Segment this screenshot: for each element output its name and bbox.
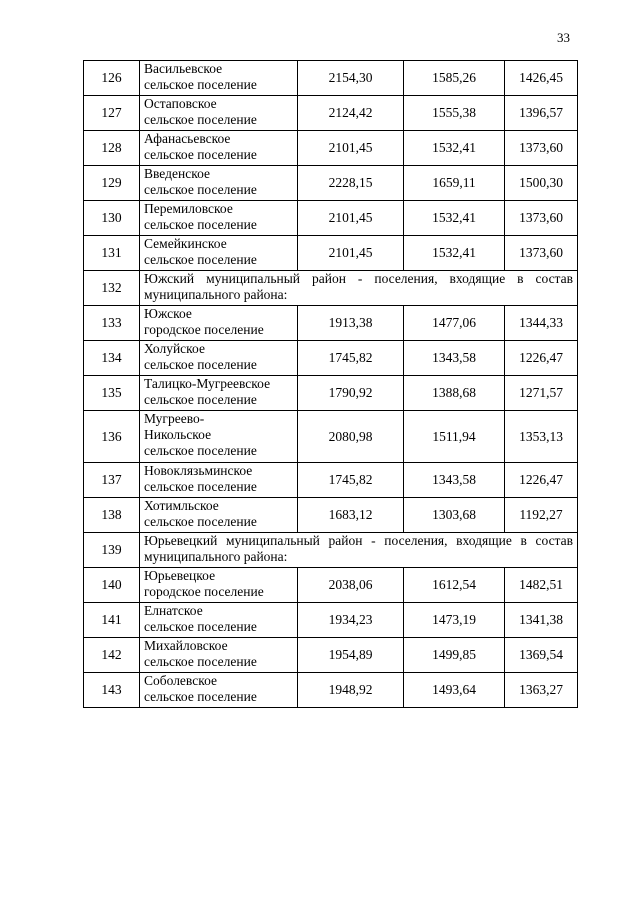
- settlement-name-line: Афанасьевское: [144, 131, 231, 146]
- settlement-name-cell: [140, 131, 298, 166]
- row-number-cell: 129: [84, 166, 140, 201]
- row-number-cell: 127: [84, 96, 140, 131]
- value-cell-2: 1585,26: [404, 61, 505, 96]
- value-cell-3: 1500,30: [505, 166, 578, 201]
- settlement-name-line: сельское поселение: [144, 112, 257, 127]
- value-cell-2: 1499,85: [404, 638, 505, 673]
- table-row: [84, 568, 578, 603]
- value-cell-2: 1659,11: [404, 166, 505, 201]
- value-cell-1: 2228,15: [298, 166, 404, 201]
- settlement-name-line: сельское поселение: [144, 479, 257, 494]
- value-cell-2: 1388,68: [404, 376, 505, 411]
- settlement-name-line: сельское поселение: [144, 654, 257, 669]
- settlement-name-line: Никольское: [144, 427, 212, 442]
- value-cell-3: 1226,47: [505, 463, 578, 498]
- settlement-name-line: Семейкинское: [144, 236, 227, 251]
- settlement-name-line: городское поселение: [144, 322, 264, 337]
- value-cell-2: 1477,06: [404, 306, 505, 341]
- settlement-name-line: Введенское: [144, 166, 210, 181]
- settlement-name-line: сельское поселение: [144, 689, 257, 704]
- settlement-name-line: сельское поселение: [144, 443, 257, 458]
- settlement-name-cell: [140, 96, 298, 131]
- value-cell-1: 1934,23: [298, 603, 404, 638]
- table-row: [84, 236, 578, 271]
- settlement-name-line: Талицко-Мугреевское: [144, 376, 271, 391]
- value-cell-3: 1369,54: [505, 638, 578, 673]
- settlement-name-line: Юрьевецкое: [144, 568, 216, 583]
- row-number-cell: 128: [84, 131, 140, 166]
- row-number-cell: 134: [84, 341, 140, 376]
- row-number-cell: 136: [84, 411, 140, 463]
- value-cell-1: 1913,38: [298, 306, 404, 341]
- value-cell-3: 1226,47: [505, 341, 578, 376]
- table-row: [84, 411, 578, 463]
- value-cell-2: 1303,68: [404, 498, 505, 533]
- settlement-name-line: сельское поселение: [144, 252, 257, 267]
- settlement-name-cell: [140, 306, 298, 341]
- settlement-name-line: сельское поселение: [144, 392, 257, 407]
- value-cell-3: 1373,60: [505, 236, 578, 271]
- settlement-name-cell: [140, 61, 298, 96]
- settlement-name-cell: [140, 411, 298, 463]
- page-number: 33: [557, 30, 570, 45]
- settlement-name-line: Южское: [144, 306, 192, 321]
- value-cell-3: 1353,13: [505, 411, 578, 463]
- row-number-cell: 133: [84, 306, 140, 341]
- settlement-name-line: сельское поселение: [144, 619, 257, 634]
- row-number-cell: 138: [84, 498, 140, 533]
- value-cell-2: 1532,41: [404, 201, 505, 236]
- value-cell-1: 2080,98: [298, 411, 404, 463]
- settlement-name-line: Перемиловское: [144, 201, 233, 216]
- table-row: [84, 673, 578, 708]
- value-cell-1: 1954,89: [298, 638, 404, 673]
- settlement-name-line: Соболевское: [144, 673, 217, 688]
- value-cell-1: 1683,12: [298, 498, 404, 533]
- settlement-name-cell: [140, 463, 298, 498]
- value-cell-1: 2101,45: [298, 236, 404, 271]
- table-row: [84, 603, 578, 638]
- tariff-table: [83, 60, 578, 708]
- value-cell-3: 1373,60: [505, 201, 578, 236]
- settlement-name-line: Михайловское: [144, 638, 228, 653]
- value-cell-3: 1271,57: [505, 376, 578, 411]
- settlement-name-line: сельское поселение: [144, 77, 257, 92]
- row-number-cell: 132: [84, 271, 140, 306]
- table-row: [84, 61, 578, 96]
- settlement-name-line: сельское поселение: [144, 147, 257, 162]
- table-row: [84, 341, 578, 376]
- row-number-cell: 130: [84, 201, 140, 236]
- value-cell-2: 1473,19: [404, 603, 505, 638]
- row-number-cell: 131: [84, 236, 140, 271]
- row-number-cell: 142: [84, 638, 140, 673]
- district-heading-cell: Юрьевецкий муниципальный район - поселения, входящие в состав муниципального района:: [140, 533, 578, 568]
- row-number-cell: 137: [84, 463, 140, 498]
- value-cell-1: 2101,45: [298, 201, 404, 236]
- settlement-name-line: Хотимльское: [144, 498, 219, 513]
- value-cell-1: 2038,06: [298, 568, 404, 603]
- value-cell-1: 1745,82: [298, 463, 404, 498]
- value-cell-1: 2154,30: [298, 61, 404, 96]
- settlement-name-cell: [140, 236, 298, 271]
- value-cell-3: 1396,57: [505, 96, 578, 131]
- value-cell-1: 2101,45: [298, 131, 404, 166]
- settlement-name-cell: [140, 166, 298, 201]
- district-heading-cell: Южский муниципальный район - поселения, входящие в состав муниципального района:: [140, 271, 578, 306]
- value-cell-2: 1511,94: [404, 411, 505, 463]
- value-cell-2: 1343,58: [404, 463, 505, 498]
- settlement-name-line: Елнатское: [144, 603, 203, 618]
- value-cell-2: 1493,64: [404, 673, 505, 708]
- value-cell-2: 1532,41: [404, 131, 505, 166]
- section-row: [84, 271, 578, 306]
- value-cell-3: 1373,60: [505, 131, 578, 166]
- value-cell-3: 1344,33: [505, 306, 578, 341]
- value-cell-3: 1482,51: [505, 568, 578, 603]
- settlement-name-line: сельское поселение: [144, 182, 257, 197]
- value-cell-3: 1192,27: [505, 498, 578, 533]
- table-row: [84, 638, 578, 673]
- row-number-cell: 141: [84, 603, 140, 638]
- table-row: [84, 463, 578, 498]
- table-row: [84, 131, 578, 166]
- settlement-name-line: сельское поселение: [144, 217, 257, 232]
- settlement-name-cell: [140, 673, 298, 708]
- value-cell-3: 1363,27: [505, 673, 578, 708]
- value-cell-2: 1555,38: [404, 96, 505, 131]
- settlement-name-cell: [140, 603, 298, 638]
- value-cell-2: 1532,41: [404, 236, 505, 271]
- row-number-cell: 140: [84, 568, 140, 603]
- value-cell-2: 1612,54: [404, 568, 505, 603]
- settlement-name-line: Холуйское: [144, 341, 205, 356]
- table-row: [84, 96, 578, 131]
- value-cell-1: 2124,42: [298, 96, 404, 131]
- row-number-cell: 139: [84, 533, 140, 568]
- settlement-name-line: Васильевское: [144, 61, 223, 76]
- row-number-cell: 135: [84, 376, 140, 411]
- table-row: [84, 166, 578, 201]
- table-row: [84, 201, 578, 236]
- table-row: [84, 498, 578, 533]
- value-cell-2: 1343,58: [404, 341, 505, 376]
- value-cell-1: 1745,82: [298, 341, 404, 376]
- settlement-name-cell: [140, 568, 298, 603]
- settlement-name-line: Новоклязьминское: [144, 463, 253, 478]
- value-cell-3: 1341,38: [505, 603, 578, 638]
- value-cell-3: 1426,45: [505, 61, 578, 96]
- settlement-name-cell: [140, 341, 298, 376]
- settlement-name-cell: [140, 376, 298, 411]
- section-row: [84, 533, 578, 568]
- row-number-cell: 126: [84, 61, 140, 96]
- settlement-name-cell: [140, 201, 298, 236]
- settlement-name-line: Мугреево-: [144, 411, 205, 426]
- settlement-name-cell: [140, 498, 298, 533]
- settlement-name-line: Остаповское: [144, 96, 217, 111]
- table-row: [84, 376, 578, 411]
- settlement-name-line: городское поселение: [144, 584, 264, 599]
- settlement-name-line: сельское поселение: [144, 514, 257, 529]
- settlement-name-cell: [140, 638, 298, 673]
- table-body: [84, 61, 578, 708]
- row-number-cell: 143: [84, 673, 140, 708]
- value-cell-1: 1948,92: [298, 673, 404, 708]
- settlement-name-line: сельское поселение: [144, 357, 257, 372]
- table-row: [84, 306, 578, 341]
- value-cell-1: 1790,92: [298, 376, 404, 411]
